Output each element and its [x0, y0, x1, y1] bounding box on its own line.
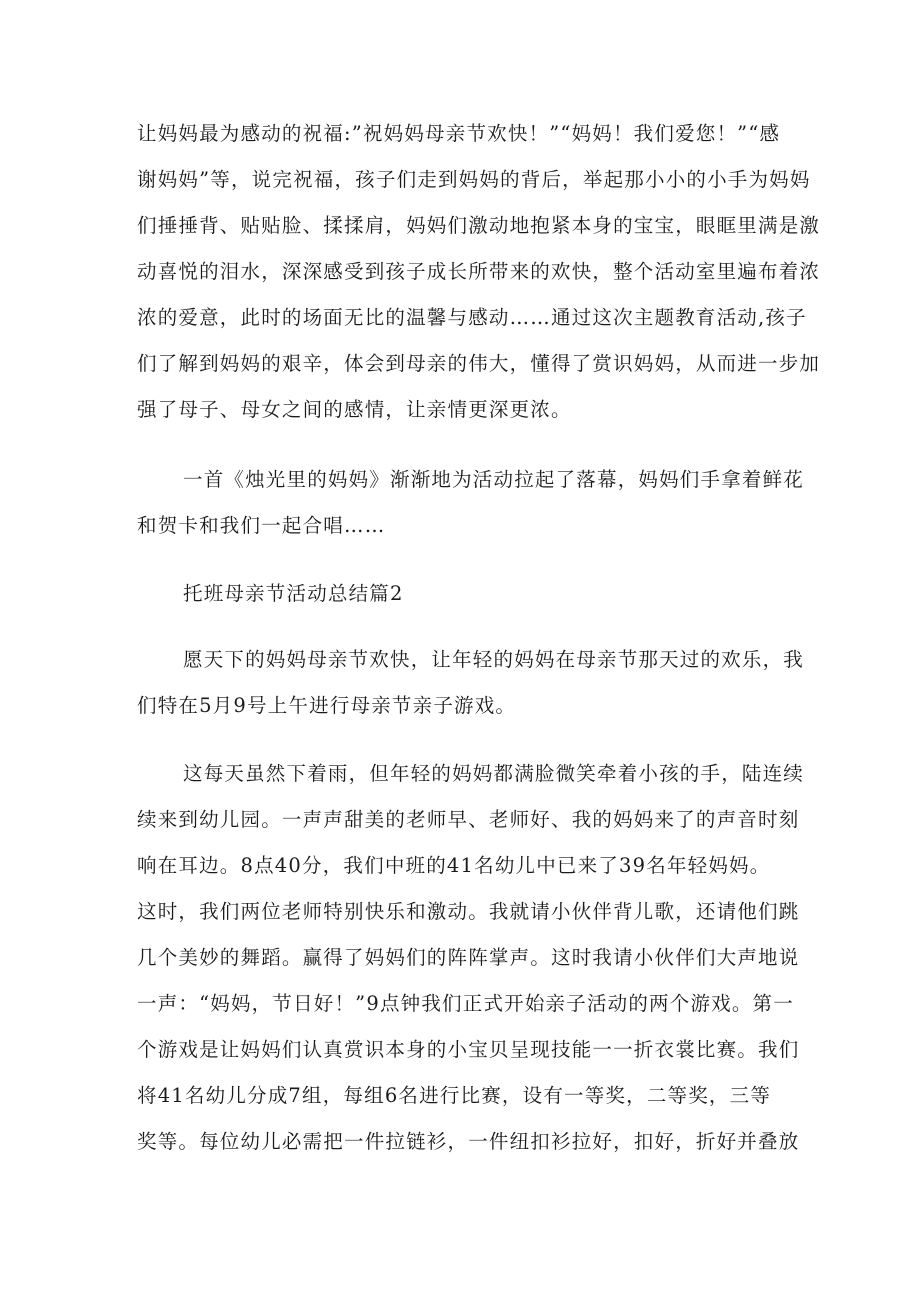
- paragraph-3-line-1: 愿天下的妈妈母亲节欢快，让年轻的妈妈在母亲节那天过的欢乐，我: [183, 648, 805, 671]
- paragraph-4-line-7: 个游戏是让妈妈们认真赏识本身的小宝贝呈现技能一一折衣裳比赛。我们: [137, 1038, 800, 1061]
- paragraph-4-line-9: 奖等。每位幼儿必需把一件拉链衫，一件纽扣衫拉好，扣好，折好并叠放: [137, 1130, 800, 1153]
- paragraph-4-line-2: 续来到幼儿园。一声声甜美的老师早、老师好、我的妈妈来了的声音时刻: [137, 808, 800, 831]
- paragraph-4-line-8: 将41名幼儿分成7组，每组6名进行比赛，设有一等奖，二等奖，三等: [137, 1084, 772, 1107]
- paragraph-1-line-7: 强了母子、母女之间的感情，让亲情更深更浓。: [137, 398, 572, 421]
- paragraph-1-line-3: 们捶捶背、贴贴脸、揉揉肩，妈妈们激动地抱紧本身的宝宝，眼眶里满是激: [137, 214, 821, 237]
- paragraph-1-line-4: 动喜悦的泪水，深深感受到孩子成长所带来的欢快，整个活动室里遍布着浓: [137, 260, 821, 283]
- paragraph-1-line-6: 们了解到妈妈的艰辛，体会到母亲的伟大，懂得了赏识妈妈，从而进一步加: [137, 352, 821, 375]
- paragraph-4-line-4: 这时，我们两位老师特别快乐和激动。我就请小伙伴背儿歌，还请他们跳: [137, 900, 800, 923]
- paragraph-1-line-2: 谢妈妈”等，说完祝福，孩子们走到妈妈的背后，举起那小小的小手为妈妈: [137, 168, 811, 191]
- paragraph-4-line-5: 几个美妙的舞蹈。赢得了妈妈们的阵阵掌声。这时我请小伙伴们大声地说: [137, 946, 800, 969]
- paragraph-2-line-2: 和贺卡和我们一起合唱……: [137, 514, 386, 537]
- paragraph-4-line-3: 响在耳边。8点40分，我们中班的41名幼儿中已来了39名年轻妈妈。: [137, 854, 771, 877]
- paragraph-4-line-1: 这每天虽然下着雨，但年轻的妈妈都满脸微笑牵着小孩的手，陆连续: [183, 762, 805, 785]
- paragraph-2-line-1: 一首《烛光里的妈妈》渐渐地为活动拉起了落幕，妈妈们手拿着鲜花: [183, 468, 805, 491]
- paragraph-3-line-2: 们特在5月9号上午进行母亲节亲子游戏。: [137, 694, 517, 717]
- paragraph-1-line-5: 浓的爱意，此时的场面无比的温馨与感动……通过这次主题教育活动,孩子: [137, 306, 807, 329]
- section-heading: 托班母亲节活动总结篇2: [183, 582, 404, 605]
- paragraph-4-line-6: 一声：“妈妈，节日好！”9点钟我们正式开始亲子活动的两个游戏。第一: [137, 992, 794, 1015]
- paragraph-1-line-1: 让妈妈最为感动的祝福:”祝妈妈母亲节欢快！”“妈妈！我们爱您！”“感: [137, 122, 781, 145]
